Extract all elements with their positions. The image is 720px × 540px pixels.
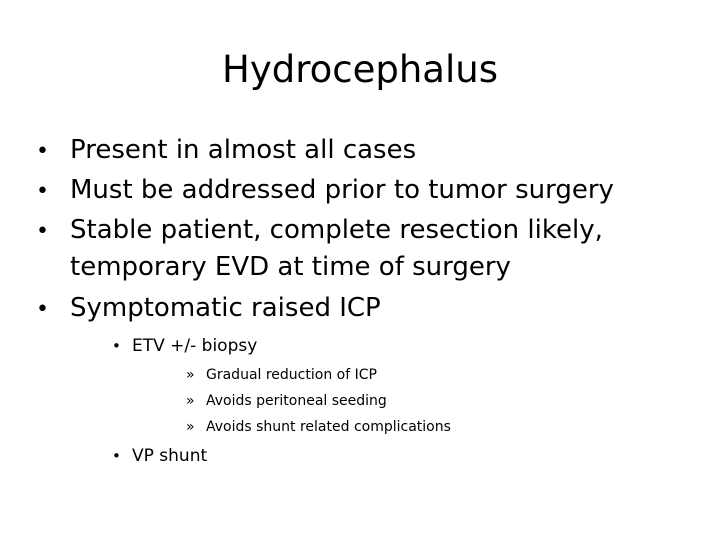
bullet-text-line: temporary EVD at time of surgery [70, 252, 511, 282]
bullet-item [36, 212, 603, 286]
slide-title: Hydrocephalus [222, 48, 498, 91]
sub-bullet-text: ETV +/- biopsy [132, 336, 258, 356]
bullet-item [36, 290, 381, 328]
bullet-text-line: Stable patient, complete resection likely, [70, 215, 603, 245]
sub-bullet-text: VP shunt [132, 446, 208, 466]
sub-bullet-item [112, 332, 257, 360]
sub-bullet-item [112, 442, 207, 470]
bullet-dot-icon: • [36, 297, 49, 322]
bullet-text: Symptomatic raised ICP [70, 293, 381, 323]
chevron-right-icon: » [186, 393, 195, 409]
bullet-dot-icon: • [112, 337, 121, 355]
sub-sub-bullet-text: Gradual reduction of ICP [206, 367, 377, 383]
sub-sub-bullet-item [186, 388, 387, 414]
bullet-text-block [70, 212, 603, 286]
bullet-text: Must be addressed prior to tumor surgery [70, 175, 614, 205]
bullet-text: Present in almost all cases [70, 135, 417, 165]
sub-sub-bullet-item [186, 362, 377, 388]
chevron-right-icon: » [186, 367, 195, 383]
sub-sub-bullet-item [186, 414, 451, 440]
sub-sub-bullet-text: Avoids peritoneal seeding [206, 393, 387, 409]
chevron-right-icon: » [186, 419, 195, 435]
sub-sub-bullet-text: Avoids shunt related complications [206, 419, 451, 435]
bullet-dot-icon: • [36, 139, 49, 164]
bullet-dot-icon: • [36, 179, 49, 204]
bullet-item [36, 172, 614, 210]
bullet-dot-icon: • [112, 447, 121, 465]
bullet-dot-icon: • [36, 219, 49, 244]
bullet-item [36, 132, 416, 170]
